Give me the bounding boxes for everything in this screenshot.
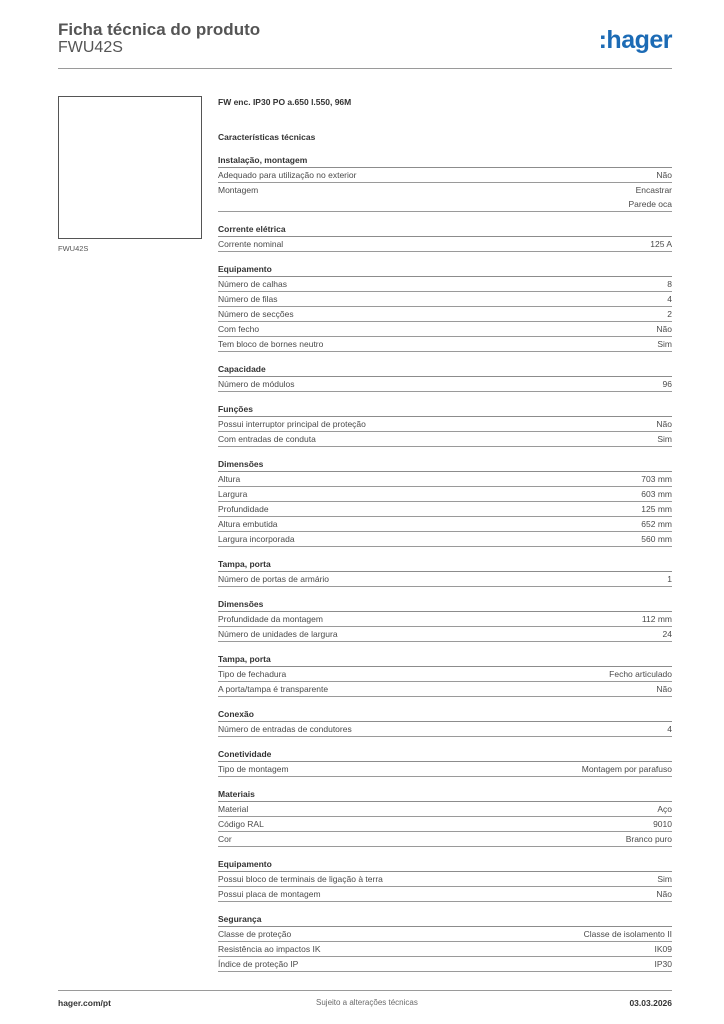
section-title: Instalação, montagem [218,153,672,168]
spec-value: 125 mm [641,504,672,514]
spec-section [218,153,672,212]
spec-row [218,817,672,832]
section-title: Segurança [218,912,672,927]
spec-label: Código RAL [218,819,264,829]
spec-value: Fecho articulado [609,669,672,679]
spec-value: Não [656,324,672,334]
spec-row [218,377,672,392]
spec-label: Possui interruptor principal de proteção [218,419,366,429]
spec-row [218,502,672,517]
spec-label: Tem bloco de bornes neutro [218,339,324,349]
spec-row [218,682,672,697]
spec-label: Possui bloco de terminais de ligação à terra [218,874,383,884]
spec-label: Largura incorporada [218,534,295,544]
spec-label: Adequado para utilização no exterior [218,170,357,180]
product-name: FW enc. IP30 PO a.650 l.550, 96M [218,97,352,107]
spec-row [218,168,672,183]
section-title: Conexão [218,707,672,722]
section-title: Dimensões [218,457,672,472]
spec-row [218,277,672,292]
spec-value: 652 mm [641,519,672,529]
spec-section [218,262,672,352]
spec-section [218,857,672,902]
spec-label: Cor [218,834,232,844]
spec-row [218,487,672,502]
spec-value: 1 [667,574,672,584]
spec-label: Número de entradas de condutores [218,724,352,734]
spec-label: Número de unidades de largura [218,629,338,639]
spec-row [218,667,672,682]
section-title: Equipamento [218,262,672,277]
spec-section [218,787,672,847]
spec-label: Largura [218,489,248,499]
spec-section [218,557,672,587]
spec-label: Número de secções [218,309,294,319]
section-title: Conetividade [218,747,672,762]
spec-value: Não [656,684,672,694]
spec-row [218,307,672,322]
spec-value: 125 A [650,239,672,249]
spec-label: Com entradas de conduta [218,434,316,444]
spec-label: Número de filas [218,294,278,304]
spec-value: 703 mm [641,474,672,484]
spec-row [218,532,672,547]
spec-label: Corrente nominal [218,239,284,249]
spec-section [218,912,672,972]
spec-value: Não [656,889,672,899]
spec-row [218,517,672,532]
header-divider [58,68,672,69]
spec-value: 560 mm [641,534,672,544]
spec-value: Sim [657,434,672,444]
section-title: Dimensões [218,597,672,612]
section-title: Tampa, porta [218,652,672,667]
spec-value: 4 [667,294,672,304]
spec-value: Branco puro [625,834,672,844]
spec-section [218,747,672,777]
spec-value: 4 [667,724,672,734]
spec-row [218,722,672,737]
spec-label: Com fecho [218,324,260,334]
spec-label: Número de calhas [218,279,287,289]
spec-row [218,832,672,847]
page-title: Ficha técnica do produto [58,20,261,39]
spec-label: Montagem [218,185,259,195]
spec-row [218,572,672,587]
spec-value: Encastrar Parede oca [628,185,672,209]
spec-label: Classe de proteção [218,929,292,939]
section-title: Capacidade [218,362,672,377]
spec-section [218,402,672,447]
spec-label: Profundidade da montagem [218,614,323,624]
spec-sheet [218,95,672,982]
product-image-caption: FWU42S [58,244,89,253]
spec-value: IK09 [654,944,672,954]
section-title: Corrente elétrica [218,222,672,237]
spec-label: Número de módulos [218,379,295,389]
spec-value: 9010 [653,819,672,829]
section-title: Materiais [218,787,672,802]
section-title: Tampa, porta [218,557,672,572]
spec-label: Altura [218,474,241,484]
spec-value: Montagem por parafuso [581,764,672,774]
section-title: Equipamento [218,857,672,872]
hager-logo: :hager [598,26,672,54]
spec-row [218,417,672,432]
spec-value: Classe de isolamento II [583,929,672,939]
section-title: Funções [218,402,672,417]
spec-value: 112 mm [641,614,672,624]
spec-label: A porta/tampa é transparente [218,684,329,694]
spec-label: Material [218,804,249,814]
footer-notice: Sujeito a alterações técnicas [316,998,418,1007]
spec-value: IP30 [654,959,672,969]
product-image-placeholder [58,96,202,239]
spec-section [218,457,672,547]
spec-value: Aço [657,804,672,814]
spec-label: Tipo de fechadura [218,669,287,679]
spec-row [218,337,672,352]
spec-value: 2 [667,309,672,319]
spec-label: Tipo de montagem [218,764,289,774]
spec-section [218,362,672,392]
spec-value: 603 mm [641,489,672,499]
spec-section [218,707,672,737]
spec-label: Número de portas de armário [218,574,330,584]
footer-website: hager.com/pt [58,998,111,1008]
spec-row [218,957,672,972]
product-code: FWU42S [58,39,123,56]
spec-section [218,222,672,252]
spec-row [218,627,672,642]
spec-row [218,322,672,337]
spec-row [218,942,672,957]
spec-row [218,612,672,627]
footer-divider [58,990,672,991]
spec-label: Possui placa de montagem [218,889,321,899]
footer-date: 03.03.2026 [629,998,672,1008]
spec-value: Não [656,419,672,429]
spec-row [218,887,672,902]
spec-value: 24 [662,629,672,639]
spec-value: Sim [657,874,672,884]
spec-row [218,432,672,447]
spec-label: Altura embutida [218,519,278,529]
spec-row [218,762,672,777]
spec-row [218,802,672,817]
spec-row [218,872,672,887]
spec-row [218,292,672,307]
spec-row [218,237,672,252]
spec-value: Sim [657,339,672,349]
spec-heading: Características técnicas [218,132,316,142]
spec-value: Não [656,170,672,180]
spec-sections [218,153,672,972]
spec-row [218,472,672,487]
spec-value: 8 [667,279,672,289]
spec-label: Resistência ao impactos IK [218,944,321,954]
spec-label: Índice de proteção IP [218,959,299,969]
spec-label: Profundidade [218,504,269,514]
spec-section [218,652,672,697]
spec-row [218,927,672,942]
spec-section [218,597,672,642]
spec-row [218,183,672,212]
spec-value: 96 [662,379,672,389]
